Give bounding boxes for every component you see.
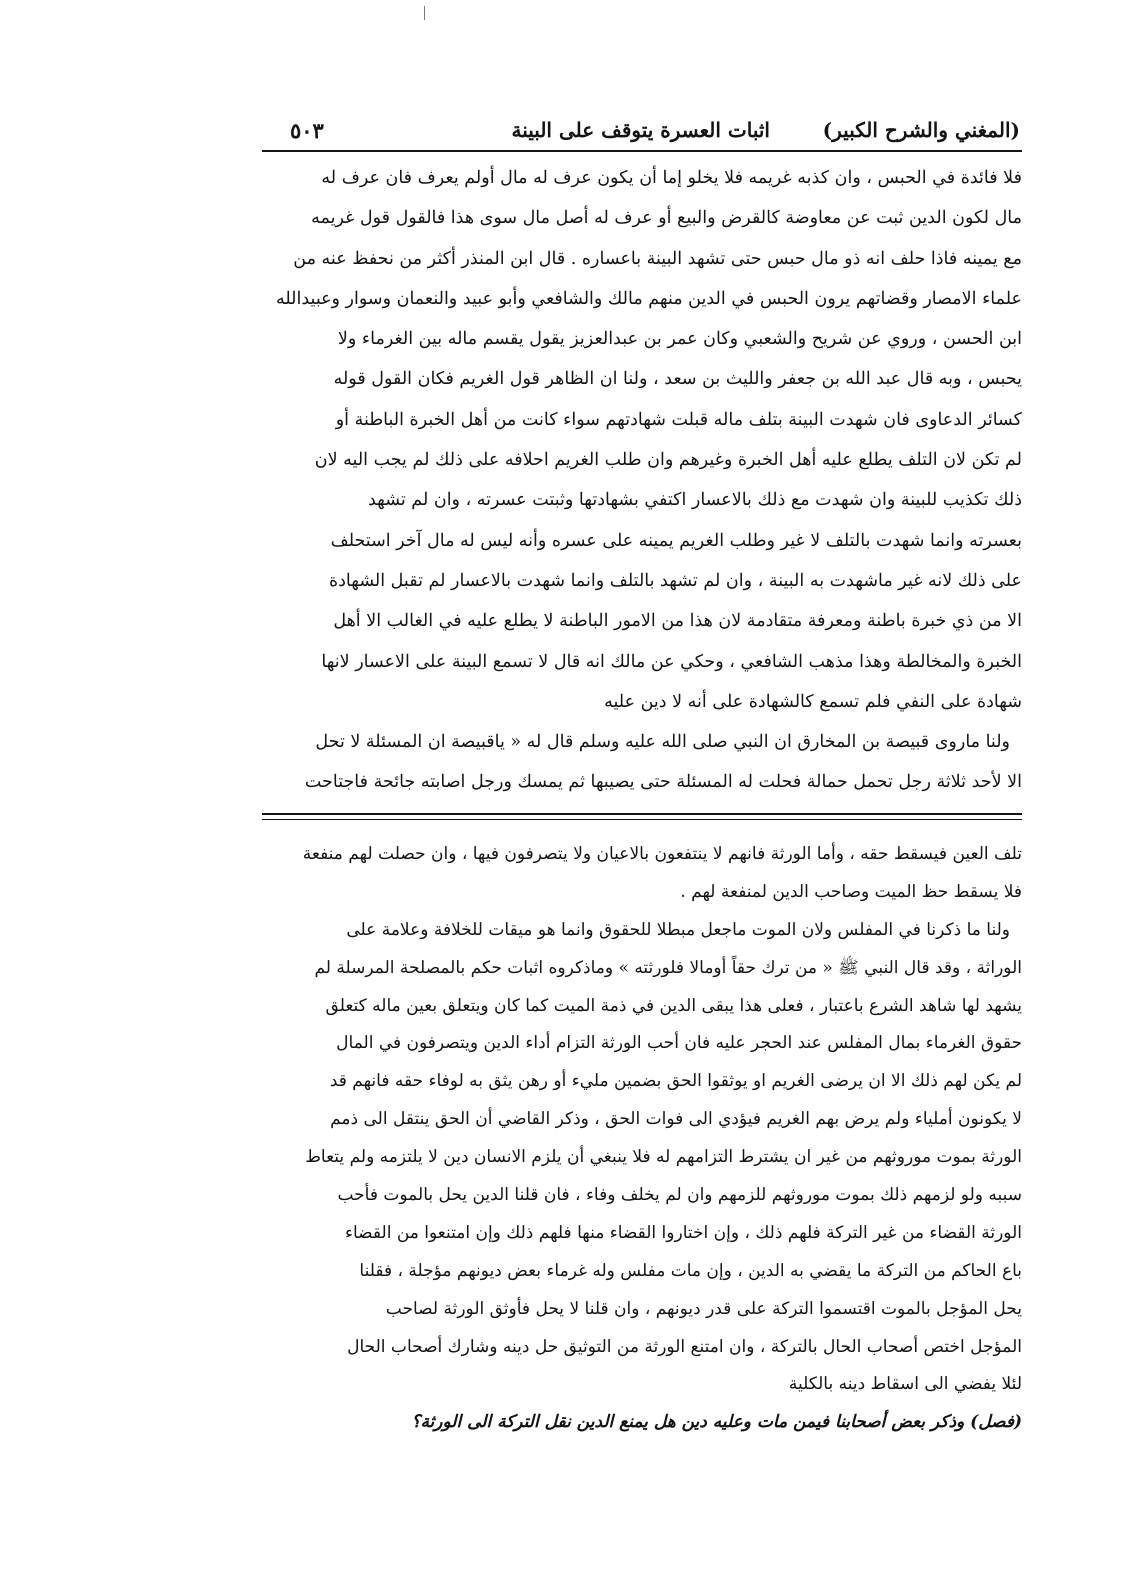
text-line: لا يكونون أملياء ولم يرض بهم الغريم فيؤدي الى فوات الحق ، وذكر القاضي أن الحق ينتقل الى ذمم xyxy=(330,1109,1022,1130)
text-line: ذلك تكذيب للبينة وان شهدت مع ذلك بالاعسار اكتفي بشهادتها وثبتت عسرته ، وان لم تشهد xyxy=(368,490,1022,511)
scan-mark xyxy=(424,6,425,20)
text-line: الا لأحد ثلاثة رجل تحمل حمالة فحلت له المسئلة حتى يصيبها ثم يمسك ورجل اصابته جائحة فاجتاحت xyxy=(304,772,1022,793)
text-line: الورثة القضاء من غير التركة فلهم ذلك ، وإن اختاروا القضاء منها فلهم ذلك وإن امتنعوا من القضاء xyxy=(345,1222,1022,1243)
page-number: ٥٠٣ xyxy=(290,118,324,143)
text-line: شهادة على النفي فلم تسمع كالشهادة على أنه لا دين عليه xyxy=(604,691,1022,712)
text-line: لئلا يفضي الى اسقاط دينه بالكلية xyxy=(788,1374,1022,1395)
text-line: حقوق الغرماء بمال المفلس عند الحجر عليه فان أحب الورثة التزام أداء الدين ويتصرفون في المال xyxy=(336,1033,1022,1054)
text-line: ولنا ماروى قبيصة بن المخارق ان النبي صلى الله عليه وسلم قال له « ياقبيصة ان المسئلة لا تحل xyxy=(315,732,1010,753)
text-line: علماء الامصار وقضاتهم يرون الحبس في الدين منهم مالك والشافعي وأبو عبيد والنعمان وسوار وعبيدالله xyxy=(275,288,1022,309)
running-title: (المغني والشرح الكبير) xyxy=(822,118,1020,142)
sharh-text-block xyxy=(262,158,1022,803)
text-line: ابن الحسن ، وروي عن شريح والشعبي وكان عمر بن عبدالعزيز يقول يقسم ماله بين الغرماء ولا xyxy=(337,329,1022,350)
mughni-text-block xyxy=(262,836,1022,1442)
text-line: الوراثة ، وقد قال النبي ﷺ « من ترك حقاً أومالا فلورثته » وماذكروه اثبات حكم بالمصلحة المرسلة لم xyxy=(314,957,1022,978)
text-line: يشهد لها شاهد الشرع باعتبار ، فعلى هذا يبقى الدين في ذمة الميت كما كان ويتعلق بعين ماله كتعلق xyxy=(325,995,1022,1016)
text-line: يحل المؤجل بالموت اقتسموا التركة على قدر ديونهم ، وان قلنا لا يحل فأوثق الورثة لصاحب xyxy=(385,1298,1022,1319)
text-line: لم يكن لهم ذلك الا ان يرضى الغريم او يوثقوا الحق بضمين مليء أو رهن يثق به لوفاء حقه فانهم قد xyxy=(329,1071,1022,1092)
text-line: فلا فائدة في الحبس ، وان كذبه غريمه فلا يخلو إما أن يكون عرف له مال أولم يعرف فان عرف له xyxy=(321,168,1022,188)
section-separator xyxy=(262,813,1022,820)
section-title: اثبات العسرة يتوقف على البينة xyxy=(511,118,770,142)
header-rule xyxy=(262,150,1022,152)
text-line: فلا يسقط حظ الميت وصاحب الدين لمنفعة لهم . xyxy=(680,881,1022,902)
text-line: سببه ولو لزمهم ذلك بموت موروثهم للزمهم وان لم يخلف وفاء ، فان قلنا الدين يحل بالموت فأحب xyxy=(337,1185,1022,1206)
text-line: على ذلك لانه غير ماشهدت به البينة ، وان لم تشهد بالتلف وانما شهدت بالاعسار لم تقبل الشهادة xyxy=(328,570,1022,591)
text-line: كسائر الدعاوى فان شهدت البينة بتلف ماله قبلت شهادتهم سواء كانت من أهل الخبرة الباطنة أو xyxy=(335,409,1022,430)
text-line: باع الحاكم من التركة ما يقضي به الدين ، وإن مات مفلس وله غرماء بعض ديونهم مؤجلة ، فقلنا xyxy=(359,1260,1022,1281)
text-line: ولنا ما ذكرنا في المفلس ولان الموت ماجعل مبطلا للحقوق وانما هو ميقات للخلافة وعلامة على xyxy=(346,919,1010,940)
text-line: تلف العين فيسقط حقه ، وأما الورثة فانهم لا ينتفعون بالاعيان ولا يتصرفون فيها ، وان حصلت لهم منفعة xyxy=(302,844,1022,864)
text-line: مع يمينه فاذا حلف انه ذو مال حبس حتى تشهد البينة باعساره . قال ابن المنذر أكثر من نحفظ عنه من xyxy=(293,248,1022,269)
text-line: الا من ذي خبرة باطنة ومعرفة متقادمة لان هذا من الامور الباطنة لا يطلع عليه في الغالب الا أهل xyxy=(333,611,1022,632)
text-line: المؤجل اختص أصحاب الحال بالتركة ، وان امتنع الورثة من التوثيق حل دينه وشارك أصحاب الحال xyxy=(347,1336,1022,1357)
text-line: الخبرة والمخالطة وهذا مذهب الشافعي ، وحكي عن مالك انه قال لا تسمع البينة على الاعسار لانها xyxy=(321,651,1022,672)
text-line: يحبس ، وبه قال عبد الله بن جعفر والليث بن سعد ، ولنا ان الظاهر قول الغريم فكان القول قوله xyxy=(333,369,1022,390)
text-line: لم تكن لان التلف يطلع عليه أهل الخبرة وغيرهم وان طلب الغريم احلافه على ذلك لم يجب اليه لان xyxy=(314,450,1022,471)
text-line: الورثة بموت موروثهم من غير ان يشترط التزامهم له فلا ينبغي أن يلزم الانسان دين لا يلتزمه ولم يتعاط xyxy=(305,1147,1022,1168)
text-line: مال لكون الدين ثبت عن معاوضة كالقرض والبيع أو عرف له أصل مال سوى هذا فالقول قول غريمه xyxy=(311,208,1022,229)
fasl-heading-line: (فصل) وذكر بعض أصحابنا فيمن مات وعليه دين هل يمنع الدين نقل التركة الى الورثة؟ xyxy=(411,1412,1022,1433)
text-line: بعسرته وانما شهدت بالتلف لا غير وطلب الغريم يمينه على عسره وأنه ليس له مال آخر استحلف xyxy=(330,530,1022,551)
